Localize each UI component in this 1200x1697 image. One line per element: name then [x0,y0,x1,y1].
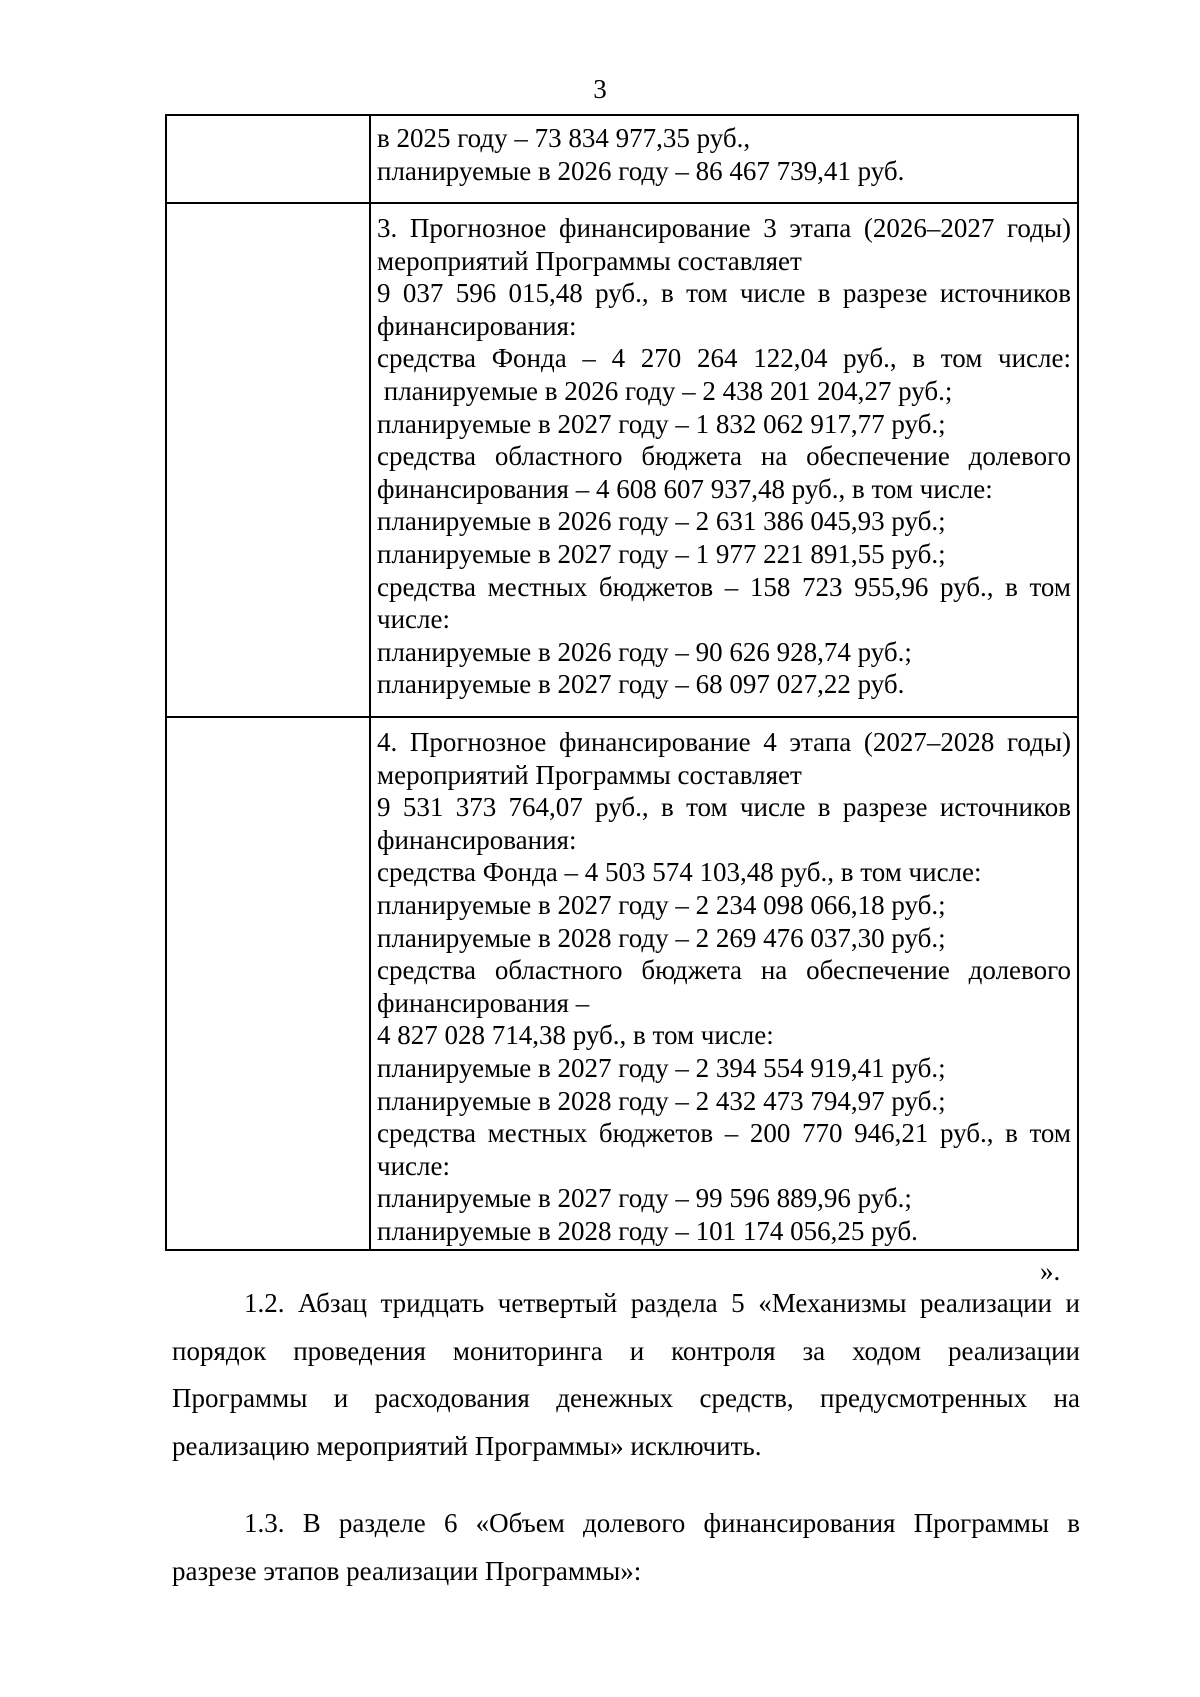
table-line: средства Фонда – 4 270 264 122,04 руб., в том числе: [377,343,1071,374]
table-line: финансирования: [377,310,577,341]
table-line: средства областного бюджета на обеспечение долевого [377,441,1071,472]
table-line: финансирования – [377,987,590,1018]
paragraph-line: 1.2. Абзац тридцать четвертый раздела 5 «Механизмы реализации и [244,1288,1080,1318]
table-line: планируемые в 2027 году – 99 596 889,96 руб.; [377,1183,912,1214]
financing-table [165,114,1079,1251]
paragraph-line: 1.3. В разделе 6 «Объем долевого финансирования Программы в [244,1508,1080,1538]
table-cell-empty [166,203,370,717]
table-line: числе: [377,604,450,635]
table-line: средства местных бюджетов – 200 770 946,21 руб., в том [377,1118,1071,1149]
table-cell-empty [166,717,370,1250]
table-line: планируемые в 2028 году – 2 432 473 794,97 руб.; [377,1085,946,1116]
paragraph-1-2 [172,1280,1080,1470]
table-line: планируемые в 2026 году – 2 438 201 204,27 руб.; [377,375,953,406]
table-line: средства областного бюджета на обеспечение долевого [377,955,1071,986]
table-row [166,203,1078,717]
paragraph-line: порядок проведения мониторинга и контроля за ходом реализации [172,1335,1080,1366]
table-line: 4 827 028 714,38 руб., в том числе: [377,1020,774,1051]
paragraph-line: реализацию мероприятий Программы» исключить. [172,1430,762,1461]
table-line: в 2025 году – 73 834 977,35 руб., [377,123,751,153]
table-line: планируемые в 2026 году – 90 626 928,74 руб.; [377,636,912,667]
table-line: планируемые в 2028 году – 2 269 476 037,30 руб.; [377,922,946,953]
page-number: 3 [593,74,607,104]
table-line: средства местных бюджетов – 158 723 955,96 руб., в том [377,571,1071,602]
table-line: 9 037 596 015,48 руб., в том числе в разрезе источников [377,278,1071,309]
table-line: планируемые в 2027 году – 1 832 062 917,77 руб.; [377,408,946,439]
table-line: планируемые в 2026 году – 86 467 739,41 руб. [377,155,905,186]
table-line: средства Фонда – 4 503 574 103,48 руб., в том числе: [377,857,982,888]
paragraph-line: Программы и расходования денежных средств, предусмотренных на [172,1383,1080,1413]
table-line: 3. Прогнозное финансирование 3 этапа (2026–2027 годы) [377,213,1071,243]
closing-quote: ». [1040,1256,1061,1286]
table-line: планируемые в 2027 году – 1 977 221 891,55 руб.; [377,538,946,569]
table-row [166,717,1078,1250]
table-line: планируемые в 2027 году – 2 394 554 919,41 руб.; [377,1052,946,1083]
table-line: числе: [377,1150,450,1181]
table-cell-text [370,717,1078,1250]
table-line: планируемые в 2027 году – 68 097 027,22 руб. [377,669,905,700]
table-line: мероприятий Программы составляет [377,759,802,790]
table-line: 4. Прогнозное финансирование 4 этапа (2027–2028 годы) [377,727,1071,757]
table-cell-empty [166,115,370,203]
table-line: 9 531 373 764,07 руб., в том числе в разрезе источников [377,792,1071,823]
table-line: финансирования – 4 608 607 937,48 руб., в том числе: [377,473,993,504]
table-cell-text [370,115,1078,203]
table-line: планируемые в 2026 году – 2 631 386 045,93 руб.; [377,506,946,537]
table-line: планируемые в 2028 году – 101 174 056,25 руб. [377,1215,918,1246]
table-line: мероприятий Программы составляет [377,245,802,276]
table-line: планируемые в 2027 году – 2 234 098 066,18 руб.; [377,889,946,920]
table-line: финансирования: [377,824,577,855]
paragraph-line: разрезе этапов реализации Программы»: [172,1555,642,1586]
paragraph-1-3 [172,1500,1080,1595]
table-cell-text [370,203,1078,717]
table-row [166,115,1078,203]
